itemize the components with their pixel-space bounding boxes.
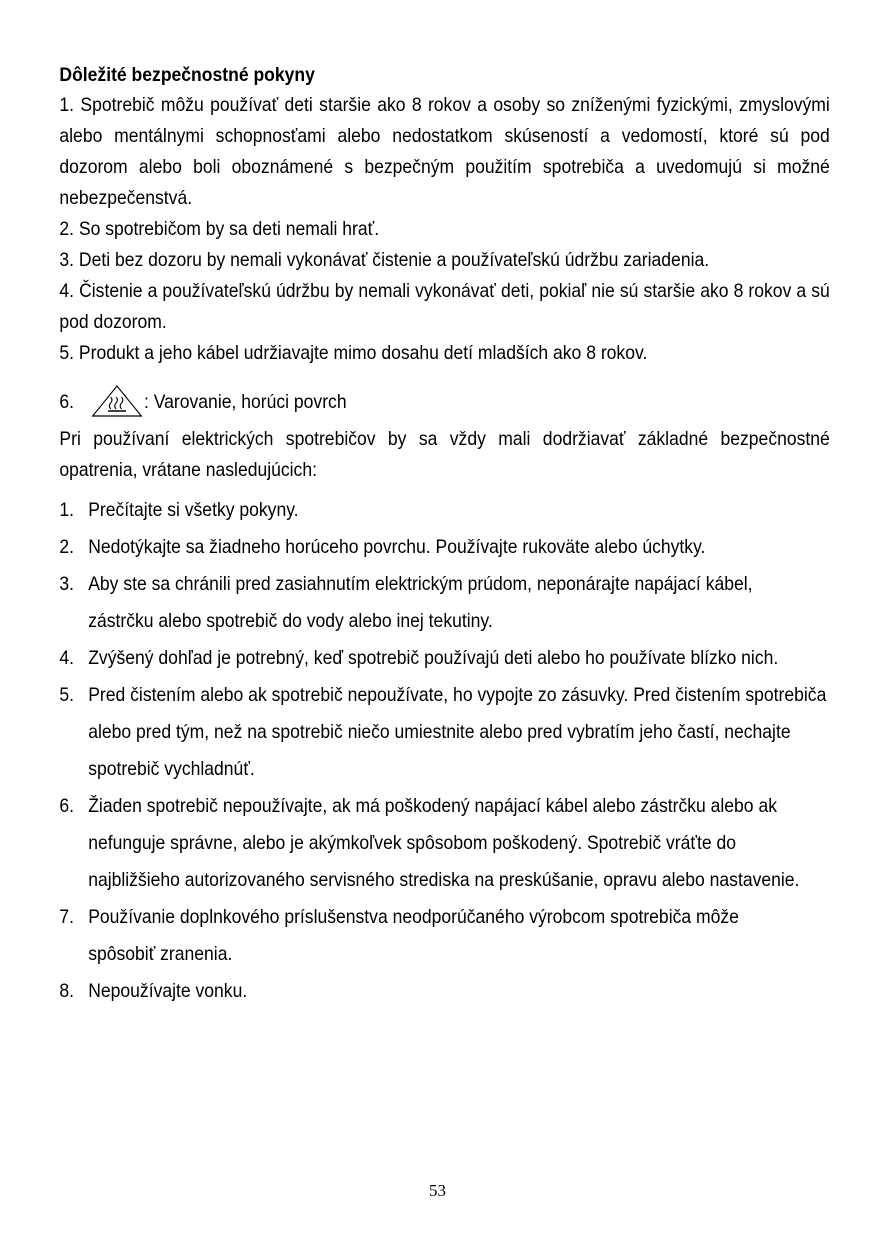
safety-list [59, 492, 828, 1010]
list-item-text: Pred čistením alebo ak spotrebič nepoužívate, ho vypojte zo zásuvky. Pred čistením spotrebiča alebo pred tým, než na spotrebič niečo umiestnite alebo pred vybratím jeho častí, nechajte spotrebič vychladnúť. [88, 684, 827, 780]
list-item [59, 640, 828, 677]
list-item [59, 788, 828, 899]
list-item-number: 3. [59, 573, 75, 595]
list-item [59, 492, 828, 529]
warning-number: 6. [59, 391, 75, 413]
numbered-paragraph-4: 4. Čistenie a používateľskú údržbu by nemali vykonávať deti, pokiaľ nie sú staršie ako 8 rokov a sú pod dozorom. [59, 280, 830, 333]
list-item [59, 529, 828, 566]
hot-surface-warning-icon [90, 384, 144, 418]
list-item-text: Nedotýkajte sa žiadneho horúceho povrchu. Používajte rukoväte alebo úchytky. [88, 536, 706, 558]
list-item-text: Používanie doplnkového príslušenstva neodporúčaného výrobcom spotrebiča môže spôsobiť zranenia. [88, 906, 739, 965]
list-item-number: 1. [59, 499, 75, 521]
numbered-paragraph-2: 2. So spotrebičom by sa deti nemali hrať. [59, 218, 380, 240]
list-item-number: 7. [59, 906, 75, 928]
list-item [59, 566, 828, 640]
hot-surface-warning [59, 382, 828, 418]
section-title: Dôležité bezpečnostné pokyny [59, 64, 315, 86]
list-item-number: 4. [59, 647, 75, 669]
list-item-text: Nepoužívajte vonku. [88, 980, 248, 1002]
list-item-number: 8. [59, 980, 75, 1002]
safety-intro: Pri používaní elektrických spotrebičov by sa vždy mali dodržiavať základné bezpečnostné opatrenia, vrátane nasledujúcich: [59, 428, 830, 481]
list-item-number: 6. [59, 795, 75, 817]
list-item-number: 5. [59, 684, 75, 706]
list-item [59, 973, 828, 1010]
list-item-text: Prečítajte si všetky pokyny. [88, 499, 299, 521]
list-item-text: Zvýšený dohľad je potrebný, keď spotrebič používajú deti alebo ho používate blízko nich. [88, 647, 779, 669]
list-item [59, 677, 828, 788]
numbered-paragraph-5: 5. Produkt a jeho kábel udržiavajte mimo dosahu detí mladších ako 8 rokov. [59, 342, 648, 364]
numbered-paragraph-1: 1. Spotrebič môžu používať deti staršie ako 8 rokov a osoby so zníženými fyzickými, zmyslovými alebo mentálnymi schopnosťami alebo nedostatkom skúseností a vedomostí, ktoré sú pod dozorom alebo boli oboznámené s bezpečným použitím spotrebiča a uvedomujú si možné nebezpečenstvá. [59, 94, 830, 209]
list-item-text: Aby ste sa chránili pred zasiahnutím elektrickým prúdom, neponárajte napájací kábel, zástrčku alebo spotrebič do vody alebo inej tekutiny. [88, 573, 753, 632]
page-number: 53 [429, 1181, 446, 1200]
list-item-number: 2. [59, 536, 75, 558]
page-content [59, 60, 828, 1010]
list-item [59, 899, 828, 973]
warning-label: : Varovanie, horúci povrch [144, 391, 347, 413]
list-item-text: Žiaden spotrebič nepoužívajte, ak má poškodený napájací kábel alebo zástrčku alebo ak nefunguje správne, alebo je akýmkoľvek spôsobom poškodený. Spotrebič vráťte do najbližšieho autorizovaného servisného strediska na preskúšanie, opravu alebo nastavenie. [88, 795, 800, 891]
numbered-paragraph-3: 3. Deti bez dozoru by nemali vykonávať čistenie a používateľskú údržbu zariadenia. [59, 249, 710, 271]
